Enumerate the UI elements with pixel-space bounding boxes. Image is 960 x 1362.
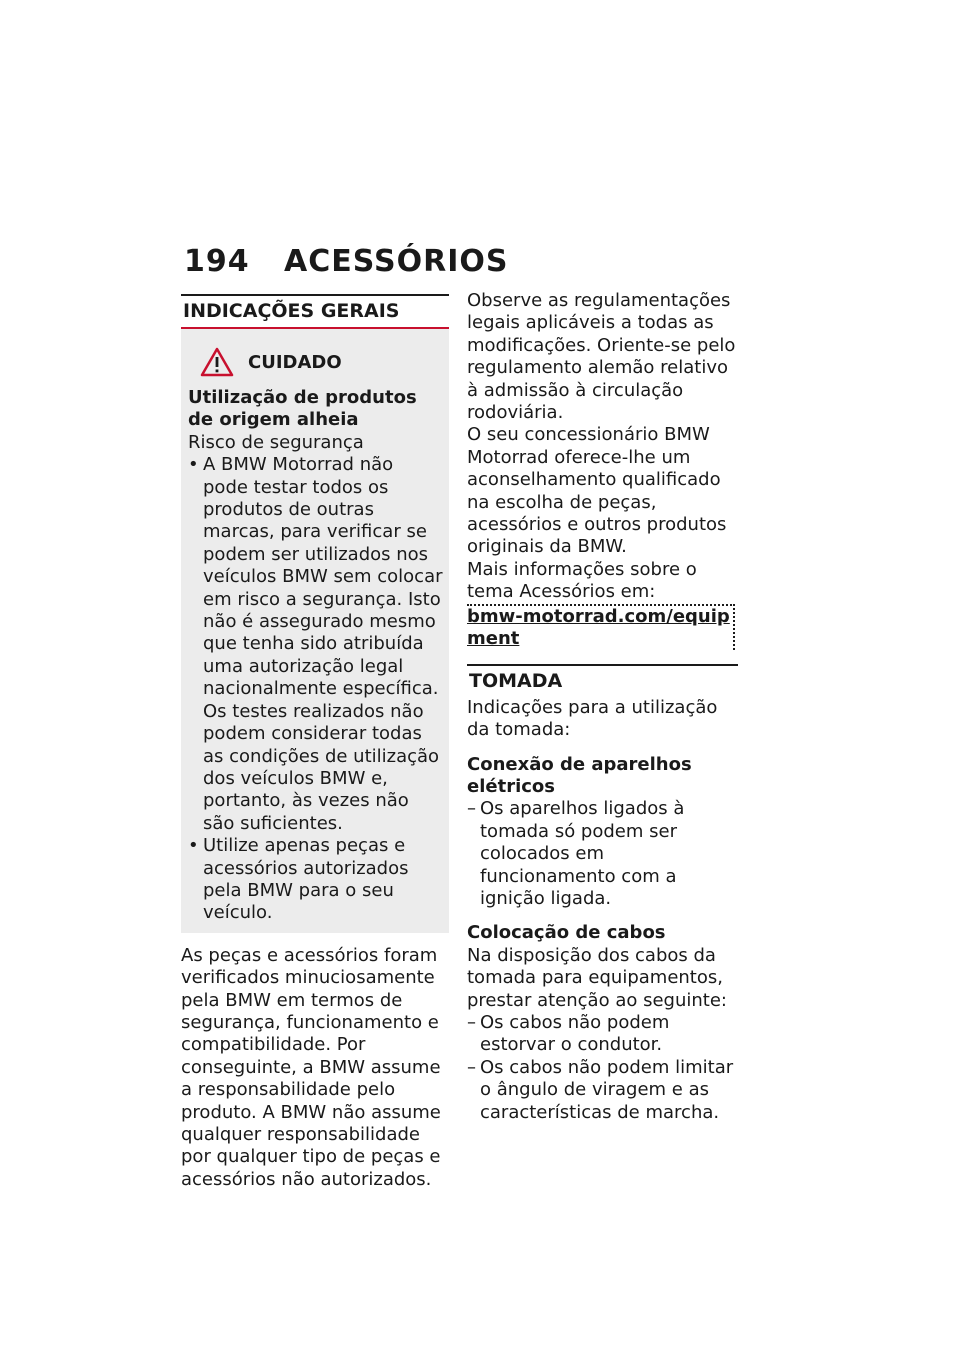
body-paragraph: Na disposição dos cabos da tomada para equipamentos, prestar atenção ao seguinte: — [467, 944, 727, 1011]
accessories-link[interactable]: bmw-motorrad.com/equipment — [467, 604, 735, 650]
body-paragraph: As peças e acessórios foram verificados minuciosamente pela BMW em termos de segurança, funcionamento e compatibilidade. Por conseguinte, a BMW assume a responsabilidade pelo produto. A BMW não assume qualquer responsabilidade por qualquer tipo de peças e acessórios não autorizados. — [181, 944, 441, 1190]
warning-triangle-icon — [200, 347, 234, 377]
dash-list — [467, 798, 738, 910]
left-column — [181, 294, 449, 1191]
warning-bullet-list — [188, 454, 443, 925]
subsection-title: Conexão de aparelhos elétricos — [467, 753, 692, 797]
page-header — [184, 244, 508, 279]
right-column — [467, 290, 738, 1124]
warning-bullet: • A BMW Motorrad não pode testar todos os produtos de outras marcas, para verificar se podem ser utilizados nos veículos BMW sem colocar em risco a segurança. Isto não é assegurado mesmo que tenha sido atribuída uma autorização legal nacionalmente específica. Os testes realizados não podem considerar todas as condições de utilização dos veículos BMW e, portanto, às vezes não são suficientes. — [188, 454, 443, 835]
page-number: 194 — [184, 244, 250, 279]
section-title-general: INDICAÇÕES GERAIS — [183, 300, 400, 322]
body-paragraph: Mais informações sobre o tema Acessórios em: — [467, 558, 697, 603]
chapter-title: ACESSÓRIOS — [284, 244, 509, 279]
warning-header — [188, 347, 443, 377]
warning-title: Utilização de produtos de origem alheia — [188, 387, 417, 431]
body-paragraph: Indicações para a utilização da tomada: — [467, 696, 718, 741]
warning-bullet: • Utilize apenas peças e acessórios autorizados pela BMW para o seu veículo. — [188, 835, 443, 925]
dash-item: – Os cabos não podem limitar o ângulo de viragem e as características de marcha. — [467, 1057, 738, 1124]
subsection-title: Colocação de cabos — [467, 922, 666, 944]
warning-subtitle: Risco de segurança — [188, 431, 364, 453]
section-title-socket: TOMADA — [469, 669, 563, 692]
dash-item: – Os aparelhos ligados à tomada só podem ser colocados em funcionamento com a ignição ligada. — [467, 798, 738, 910]
warning-box — [181, 329, 449, 933]
dash-list — [467, 1012, 738, 1124]
warning-label: CUIDADO — [248, 351, 342, 373]
body-paragraph: O seu concessionário BMW Motorrad oferece-lhe um aconselhamento qualificado na escolha de peças, acessórios e outros produtos originais da BMW. — [467, 424, 727, 558]
dash-item: – Os cabos não podem estorvar o condutor. — [467, 1012, 738, 1057]
body-paragraph: Observe as regulamentações legais aplicáveis a todas as modificações. Oriente-se pelo regulamento alemão relativo à admissão à circulação rodoviária. — [467, 290, 736, 424]
